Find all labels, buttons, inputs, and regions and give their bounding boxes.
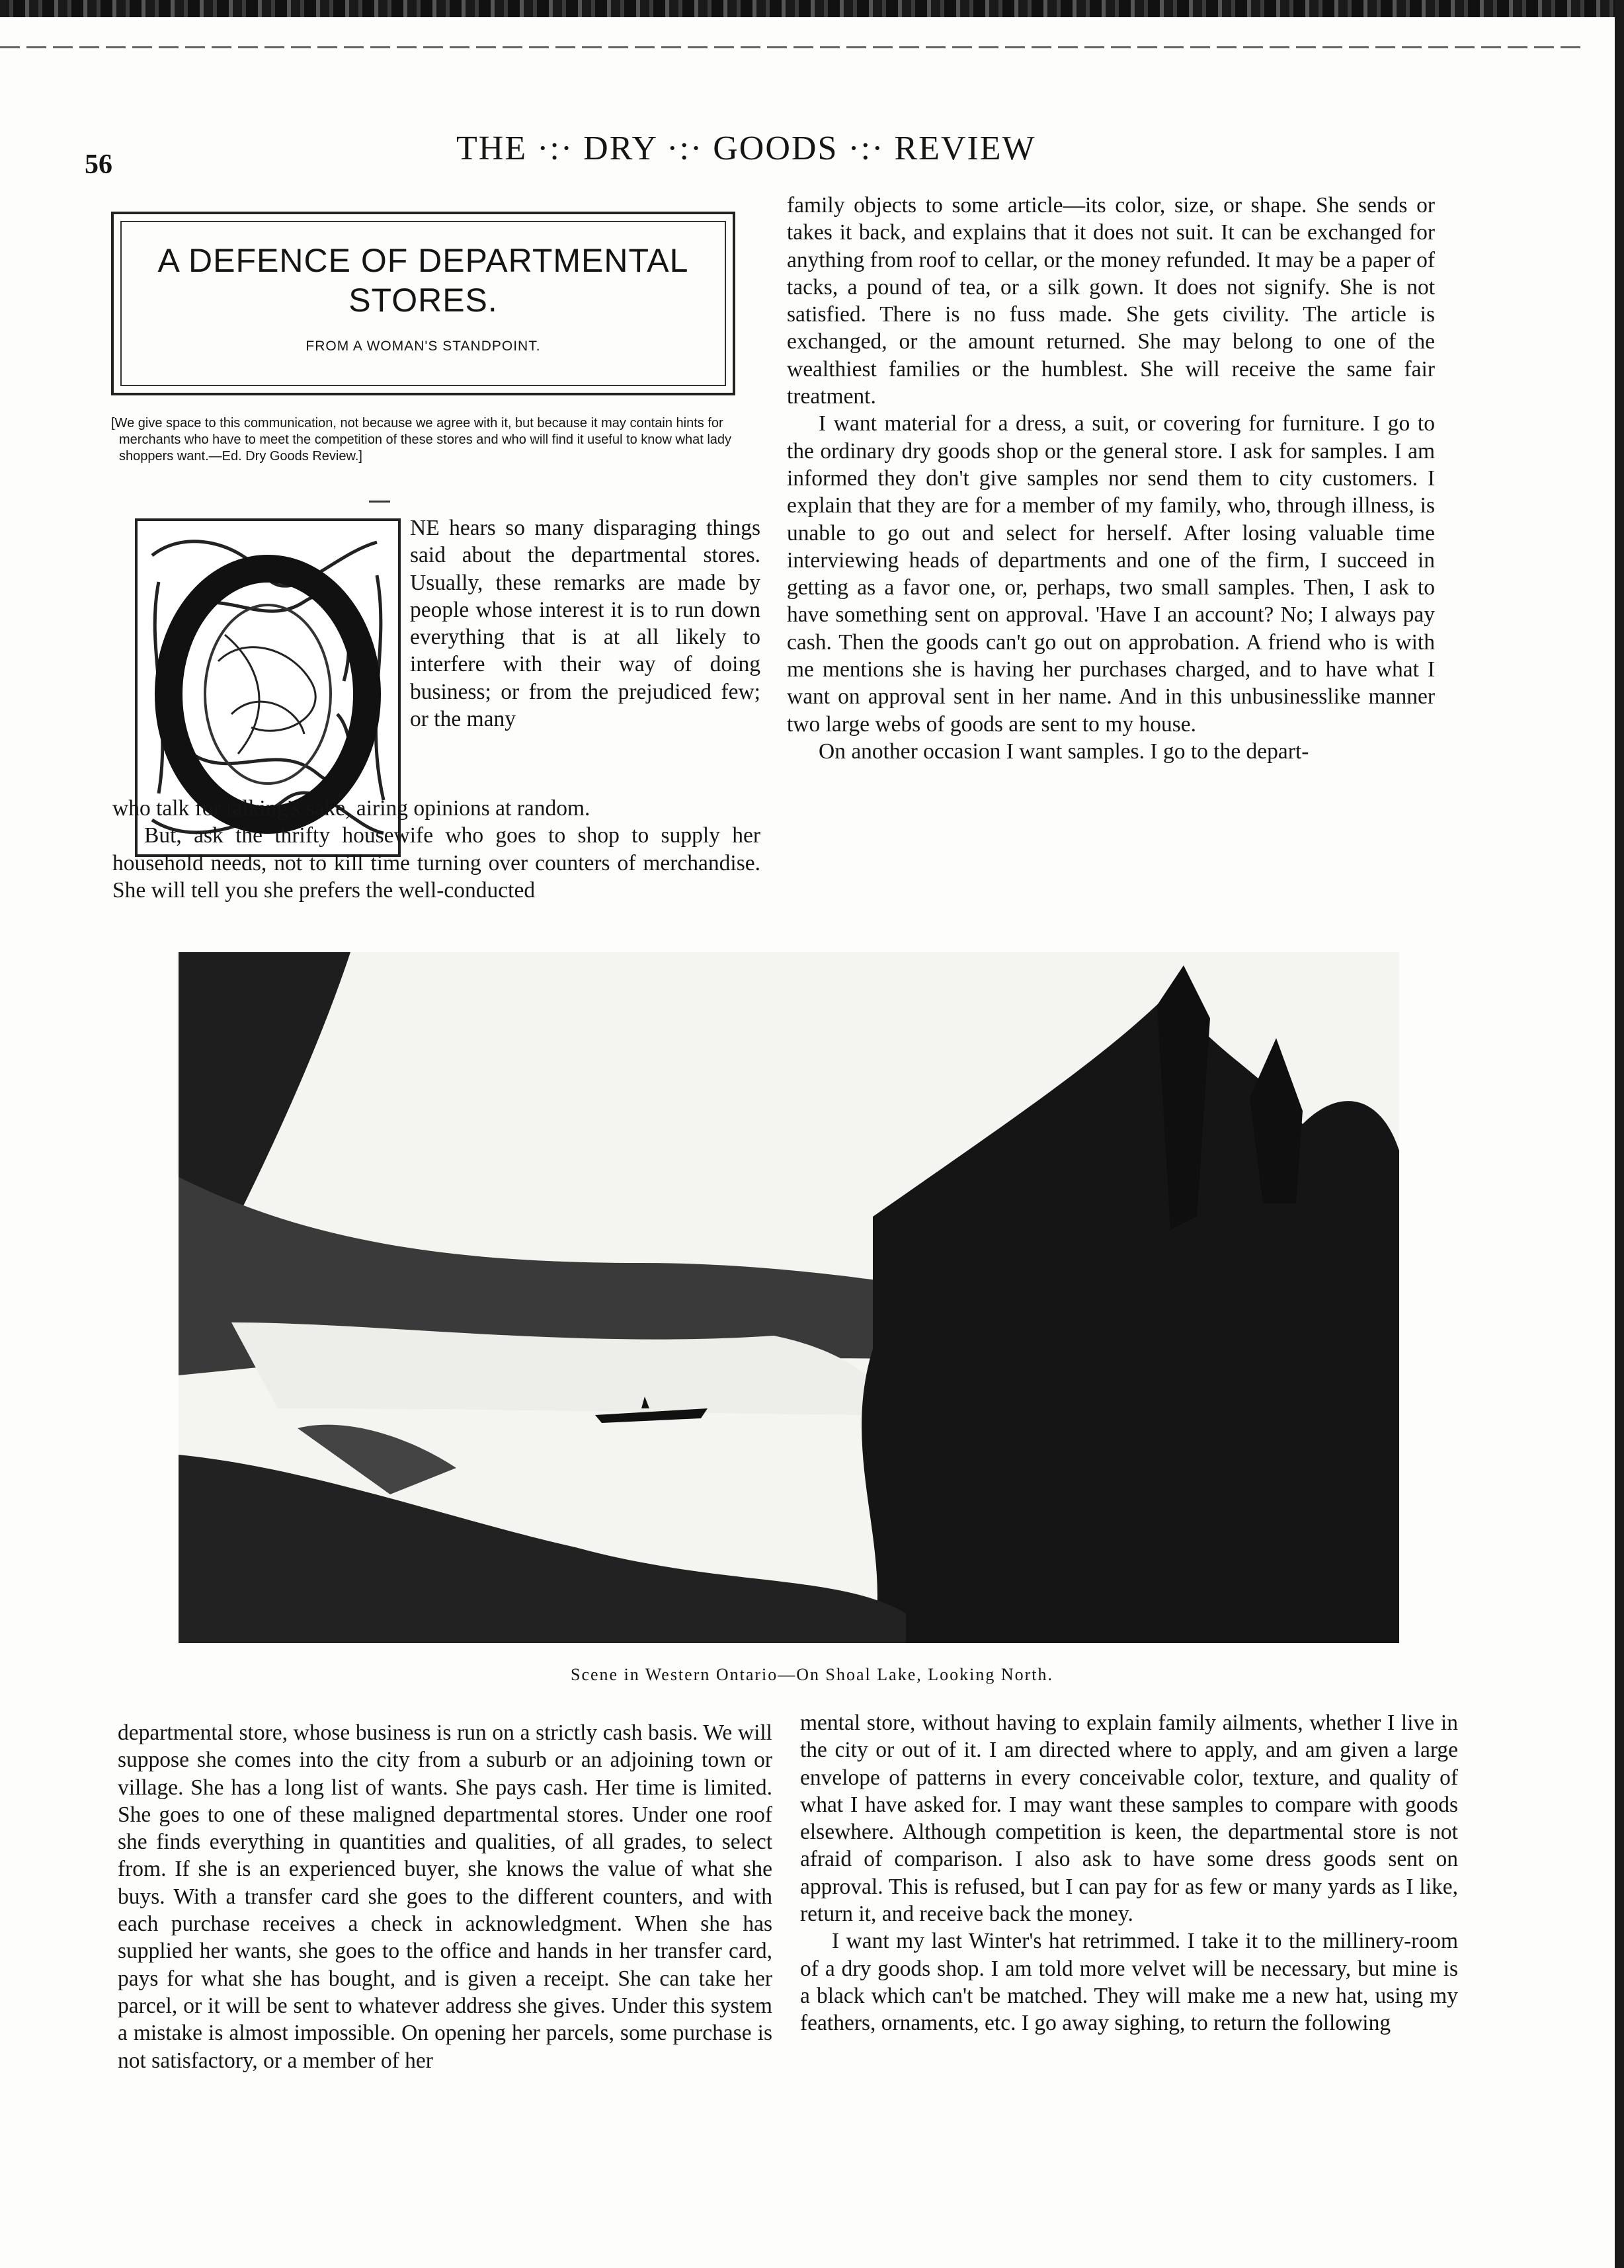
photo-caption: Scene in Western Ontario—On Shoal Lake, Looking North. [570, 1665, 1054, 1684]
column-1-continuation [112, 795, 760, 904]
page-number: 56 [85, 149, 112, 180]
article-title: A DEFENCE OF DEPARTMENTAL STORES. [157, 242, 689, 319]
column-3-paragraph-1: departmental store, whose business is run on a strictly cash basis. We will suppose she comes into the city from a suburb or an adjoining town or village. She has a long list of wants. She pays cash. Her time is limited. She goes to one of these maligned departmental stores. Under one roof she finds everything in quantities and qualities, of all grades, to select from. If she is an experienced buyer, she knows the value of what she buys. With a transfer card she goes to the different counters, and with each purchase receives a check in acknowledgment. When she has supplied her wants, she goes to the office and hands in her transfer card, pays for what she has bought, and is given a receipt. She can take her parcel, or it will be sent to whatever address she gives. Under this system a mistake is almost impossible. On opening her parcels, some purchase is not satisfactory, or a member of her [118, 1721, 772, 2073]
lake-photograph [179, 952, 1399, 1643]
column-3 [118, 1719, 772, 2074]
column-4 [800, 1709, 1458, 2037]
page-edge-shadow [1615, 0, 1624, 2268]
column-1-paragraph-1-tail: who talk for talking's sake, airing opinions at random. [112, 796, 590, 821]
top-dashed-rule [0, 46, 1587, 48]
article-title-box [111, 212, 735, 395]
note-divider [369, 501, 390, 503]
article-subtitle: FROM A WOMAN'S STANDPOINT. [305, 339, 541, 354]
article-lead-paragraph: NE hears so many disparaging things said about the departmental stores. Usually, these remarks are made by people whose interest it is to run down everything that is at all likely to interfere with their way of doing business; or from the prejudiced few; or the many [410, 516, 760, 732]
column-1-paragraph-2: But, ask the thrifty housewife who goes to shop to supply her household needs, not to kill time turning over counters of merchandise. She will tell you she prefers the well-conducted [112, 823, 760, 903]
column-4-paragraph-2: I want my last Winter's hat retrimmed. I take it to the millinery-room of a dry goods shop. I am told more velvet will be necessary, but mine is a black which can't be matched. They will make me a new hat, using my feathers, ornaments, etc. I go away sighing, to return the following [800, 1929, 1458, 2036]
masthead: THE ·:· DRY ·:· GOODS ·:· REVIEW [456, 130, 1036, 167]
column-2-paragraph-2: I want material for a dress, a suit, or covering for furniture. I go to the ordinary dry goods shop or the general store. I ask for samples. I am informed they don't give samples nor send them to city customers. I explain that they are for a member of my family, who, through illness, is unable to go out and select for herself. After losing valuable time interviewing heads of departments and one of the firm, I succeed in getting as a favor one, or, perhaps, two small samples. Then, I ask to have something sent on approval. 'Have I an account? No; I always pay cash. Then the goods can't go out on approbation. A friend who is with me mentions she is having her purchases charged, and to have what I want on approval sent in her name. And in this unbusinesslike manner two large webs of goods are sent to my house. [787, 411, 1435, 737]
column-2 [787, 192, 1435, 765]
column-2-paragraph-1: family objects to some article—its color, size, or shape. She sends or takes it back, and explains that it does not suit. It can be exchanged for anything from roof to cellar, or the money refunded. It may be a paper of tacks, a pound of tea, or a silk gown. It does not signify. She is not satisfied. There is no fuss made. She gets civility. The article is exchanged, or the amount returned. She may belong to one of the wealthiest families or the humblest. She will receive the same fair treatment. [787, 193, 1435, 409]
top-border-rule [0, 0, 1624, 17]
column-4-paragraph-1: mental store, without having to explain family ailments, whether I live in the city or out of it. I am directed where to apply, and am given a large envelope of patterns in every conceivable color, texture, and quality of what I have asked for. I may want these samples to compare with goods elsewhere. Although competition is keen, the departmental store is not afraid of comparison. I also ask to have some dress goods sent on approval. This is refused, but I can pay for as few or many yards as I like, return it, and receive back the money. [800, 1711, 1458, 1927]
editor-note: [We give space to this communication, not because we agree with it, but because it may contain hints for merchants who have to meet the competition of these stores and who will find it useful to know what lady shoppers want.—Ed. Dry Goods Review.] [111, 416, 732, 464]
column-2-paragraph-3: On another occasion I want samples. I go to the depart- [819, 739, 1309, 764]
